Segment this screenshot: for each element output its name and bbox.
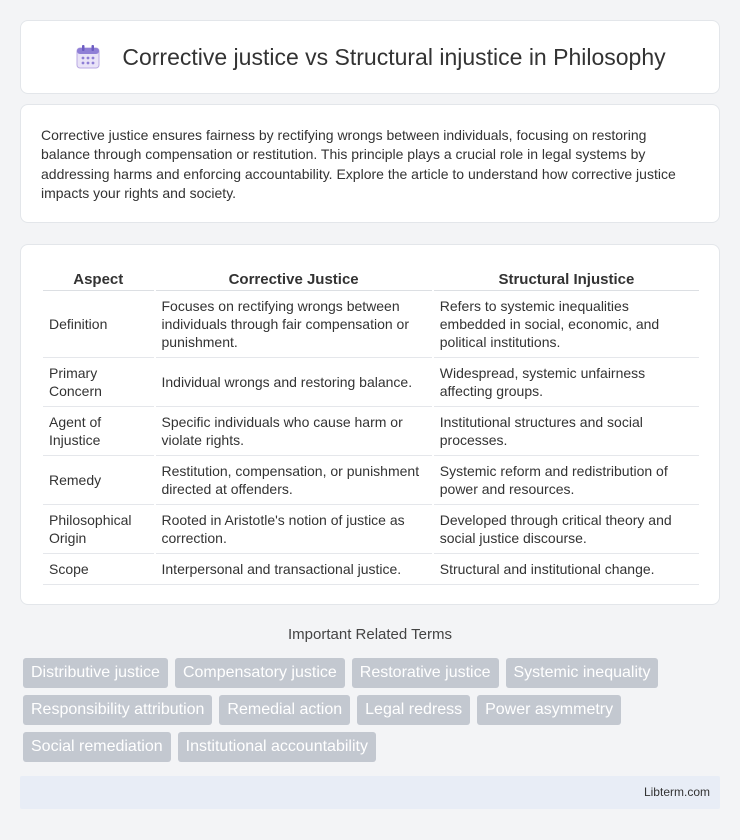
- row-corrective: Interpersonal and transactional justice.: [156, 554, 432, 585]
- related-terms-list: [23, 658, 723, 769]
- row-corrective: Specific individuals who cause harm or violate rights.: [156, 407, 432, 456]
- row-corrective: Focuses on rectifying wrongs between individuals through fair compensation or punishment.: [156, 291, 432, 358]
- row-corrective: Restitution, compensation, or punishment directed at offenders.: [156, 456, 432, 505]
- header-corrective: Corrective Justice: [156, 265, 432, 291]
- intro-text: Corrective justice ensures fairness by rectifying wrongs between individuals, focusing on restoring balance through compensation or restitution. This principle plays a crucial role in legal systems by addressing harms and enforcing accountability. Explore the article to understand how corrective justice impacts your rights and society.: [41, 127, 676, 201]
- tag-legal-redress[interactable]: Legal redress: [357, 695, 470, 725]
- row-structural: Structural and institutional change.: [434, 554, 699, 585]
- comparison-table: [43, 265, 699, 585]
- row-aspect: Philosophical Origin: [43, 505, 154, 554]
- table-row: [43, 407, 699, 456]
- row-aspect: Agent of Injustice: [43, 407, 154, 456]
- row-corrective: Individual wrongs and restoring balance.: [156, 358, 432, 407]
- row-aspect: Definition: [43, 291, 154, 358]
- tag-responsibility-attribution[interactable]: Responsibility attribution: [23, 695, 212, 725]
- tag-compensatory-justice[interactable]: Compensatory justice: [175, 658, 345, 688]
- tag-remedial-action[interactable]: Remedial action: [219, 695, 350, 725]
- row-structural: Developed through critical theory and social justice discourse.: [434, 505, 699, 554]
- header-structural: Structural Injustice: [434, 265, 699, 291]
- header-aspect: Aspect: [43, 265, 154, 291]
- footer: [20, 776, 720, 809]
- table-row: [43, 554, 699, 585]
- table-row: [43, 291, 699, 358]
- row-structural: Institutional structures and social processes.: [434, 407, 699, 456]
- table-row: [43, 456, 699, 505]
- row-aspect: Scope: [43, 554, 154, 585]
- intro-card: [20, 104, 720, 223]
- table-row: [43, 505, 699, 554]
- row-aspect: Primary Concern: [43, 358, 154, 407]
- tag-social-remediation[interactable]: Social remediation: [23, 732, 171, 762]
- row-aspect: Remedy: [43, 456, 154, 505]
- header-card: [20, 20, 720, 94]
- comparison-card: [20, 244, 720, 605]
- tag-institutional-accountability[interactable]: Institutional accountability: [178, 732, 376, 762]
- page-title: Corrective justice vs Structural injustice in Philosophy: [122, 43, 666, 70]
- tag-systemic-inequality[interactable]: Systemic inequality: [506, 658, 659, 688]
- row-structural: Refers to systemic inequalities embedded in social, economic, and political institutions.: [434, 291, 699, 358]
- row-corrective: Rooted in Aristotle's notion of justice as correction.: [156, 505, 432, 554]
- tag-restorative-justice[interactable]: Restorative justice: [352, 658, 499, 688]
- table-row: [43, 358, 699, 407]
- row-structural: Systemic reform and redistribution of power and resources.: [434, 456, 699, 505]
- calendar-icon: [74, 43, 102, 71]
- footer-site-link[interactable]: Libterm.com: [643, 785, 710, 799]
- row-structural: Widespread, systemic unfairness affecting groups.: [434, 358, 699, 407]
- tag-power-asymmetry[interactable]: Power asymmetry: [477, 695, 621, 725]
- tag-distributive-justice[interactable]: Distributive justice: [23, 658, 168, 688]
- related-terms-title: Important Related Terms: [288, 626, 452, 643]
- table-header-row: [43, 265, 699, 291]
